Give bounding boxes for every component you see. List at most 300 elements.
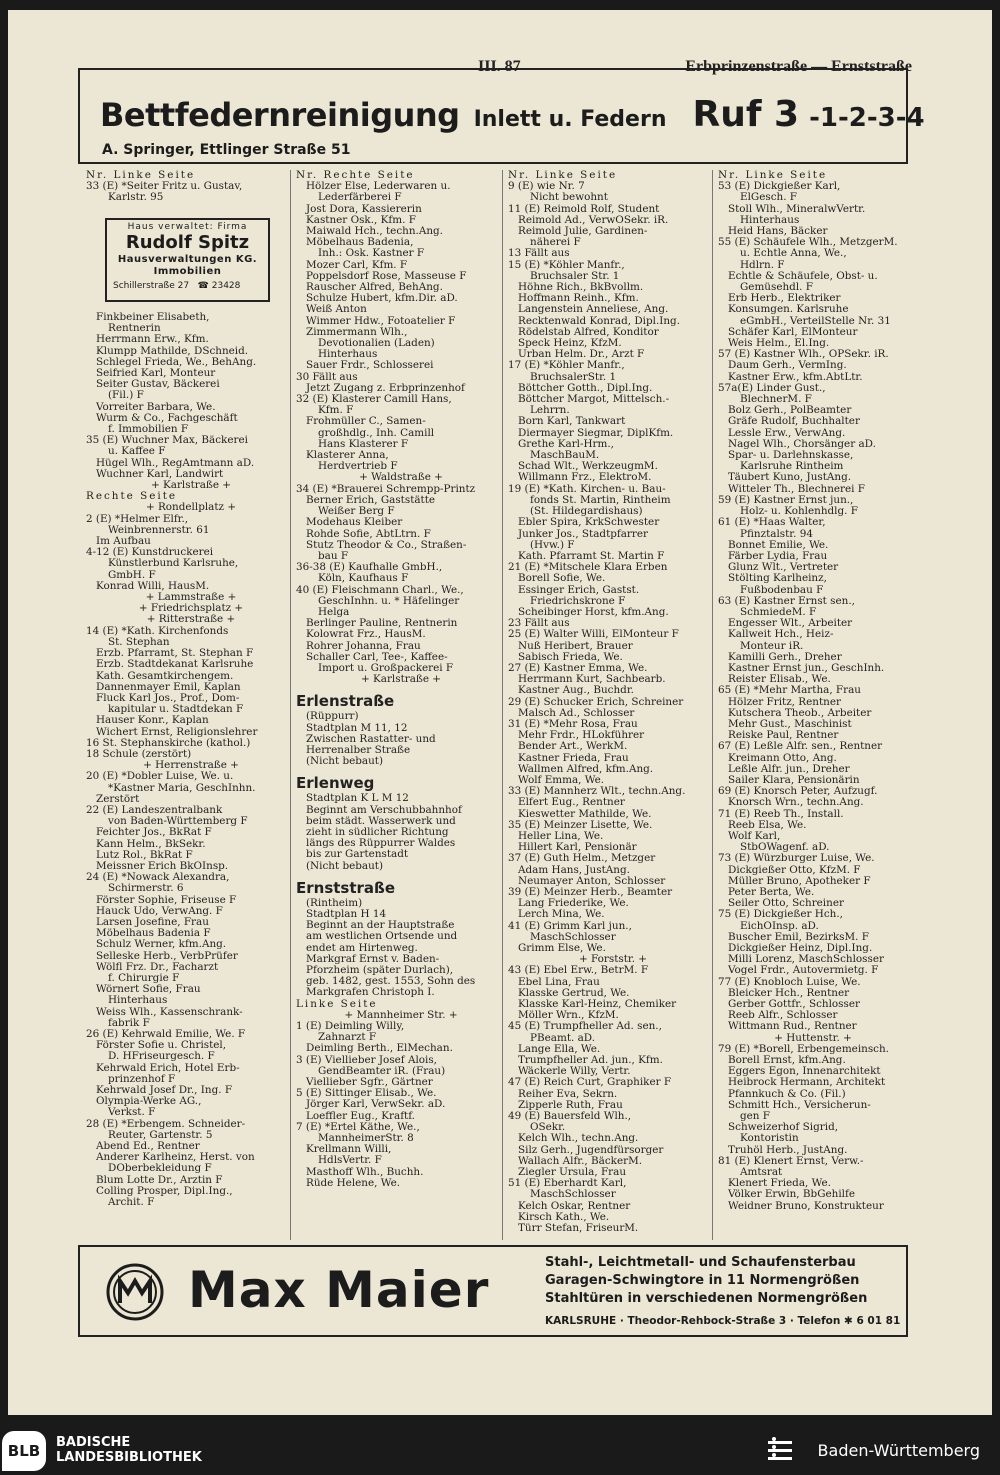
directory-entry: Hölzer Else, Lederwaren u. <box>306 181 451 193</box>
directory-entry: Spar- u. Darlehnskasse, <box>728 450 854 462</box>
directory-entry: HdlsVertr. F <box>318 1155 382 1167</box>
library-name-line-2: LANDESBIBLIOTHEK <box>56 1450 202 1465</box>
directory-entry: Schlegel Frieda, We., BehAng. <box>96 356 257 368</box>
directory-entry: Kastner Ernst jun., GeschInh. <box>728 662 885 674</box>
directory-entry: Adam Hans, JustAng. <box>518 864 630 876</box>
directory-entry: Stölting Karlheinz, <box>728 573 827 585</box>
footer-bar <box>0 1427 1000 1475</box>
directory-entry: 49 (E) Bauersfeld Wlh., <box>508 1111 632 1123</box>
directory-entry: Berner Erich, Gaststätte <box>306 494 436 506</box>
directory-entry: Stadtplan H 14 <box>306 908 387 920</box>
directory-entry: 31 (E) *Mehr Rosa, Frau <box>508 718 638 730</box>
directory-entry: 27 (E) Kastner Emma, We. <box>508 662 648 674</box>
directory-entry: Buscher Emil, BezirksM. F <box>728 931 869 943</box>
directory-entry: Herrenalber Straße <box>306 744 411 756</box>
directory-entry: Selleske Herb., VerbPrüfer <box>96 950 238 962</box>
directory-entry: eGmbH., VerteilStelle Nr. 31 <box>740 315 891 327</box>
cross-street: + Ritterstraße + <box>146 614 236 626</box>
directory-entry: Knorsch Wrn., techn.Ang. <box>728 797 864 809</box>
directory-entry: näherei F <box>530 237 581 249</box>
directory-entry: prinzenhof F <box>108 1073 176 1085</box>
directory-entry: 61 (E) *Haas Walter, <box>718 517 826 529</box>
directory-entry: Reister Elisab., We. <box>728 674 831 686</box>
directory-entry: Hdlrn. F <box>740 259 785 271</box>
directory-entry: Lange Ella, We. <box>518 1043 601 1055</box>
directory-entry: 35 (E) Wuchner Max, Bäckerei <box>86 435 248 447</box>
directory-entry: 18 Schule (zerstört) <box>86 748 192 760</box>
directory-entry: MaschBauM. <box>530 450 600 462</box>
directory-entry: Mehr Gust., Maschinist <box>728 718 852 730</box>
directory-entry: D. HFriseurgesch. F <box>108 1051 215 1063</box>
directory-entry: 23 Fällt aus <box>508 618 570 630</box>
directory-entry: Böttcher Gotth., Dipl.Ing. <box>518 382 653 394</box>
directory-entry: Kfm. F <box>318 405 354 417</box>
directory-entry: Zimmermann Wlh., <box>306 326 408 338</box>
directory-entry: 21 (E) *Mitschele Klara Erben <box>508 562 668 574</box>
directory-entry: Frohmüller C., Samen- <box>306 416 426 428</box>
directory-entry: Silz Gerh., Jugendfürsorger <box>518 1144 664 1156</box>
directory-entry: zieht in südlicher Richtung <box>306 826 449 838</box>
directory-entry: 37 (E) Guth Helm., Metzger <box>508 853 656 865</box>
directory-entry: Krellmann Willi, <box>306 1144 392 1156</box>
directory-entry: 16 St. Stephanskirche (kathol.) <box>86 737 251 749</box>
directory-entry: von Baden-Württemberg F <box>108 816 248 828</box>
directory-entry: Weinbrennerstr. 61 <box>108 524 210 536</box>
directory-entry: Willmann Frz., ElektroM. <box>518 472 652 484</box>
directory-entry: 26 (E) Kehrwald Emilie, We. F <box>86 1029 246 1040</box>
directory-entry: Viellieber Sgfr., Gärtner <box>306 1077 433 1089</box>
directory-entry: Vogel Frdr., Autovermietg. F <box>728 965 879 977</box>
bottom-ad-line-1: Stahl-, Leichtmetall- und Schaufensterbau <box>545 1255 856 1270</box>
directory-entry: 43 (E) Ebel Erw., BetrM. F <box>508 965 649 977</box>
directory-entry: Borell Ernst, kfm.Ang. <box>728 1055 846 1067</box>
directory-entry: Schaller Carl, Tee-, Kaffee- <box>306 651 448 663</box>
directory-entry: Heibrock Hermann, Architekt <box>728 1077 886 1089</box>
directory-entry: Schulze Hubert, kfm.Dir. aD. <box>306 293 458 305</box>
ad-ruf: Ruf 3 <box>692 94 800 135</box>
directory-entry: (Fil.) F <box>108 390 144 402</box>
directory-entry: Sailer Klara, Pensionärin <box>728 774 860 786</box>
directory-entry: *Kastner Maria, GeschInhn. <box>108 782 256 794</box>
directory-entry: St. Stephan <box>108 636 170 648</box>
column-4 <box>718 170 908 1212</box>
directory-entry: Pfannkuch & Co. (Fil.) <box>728 1088 846 1100</box>
directory-entry: Kastner Osk., Kfm. F <box>306 214 416 226</box>
directory-entry: (Rüppurr) <box>306 711 359 723</box>
directory-entry: Kehrwald Erich, Hotel Erb- <box>96 1062 240 1074</box>
directory-entry: Schmitt Hch., Versicherun- <box>728 1099 871 1111</box>
directory-entry: PBeamt. aD. <box>530 1032 596 1044</box>
directory-entry: Jetzt Zugang z. Erbprinzenhof <box>306 382 465 394</box>
directory-entry: Kastner Frieda, Frau <box>518 752 629 764</box>
directory-entry: endet am Hirtenweg. <box>306 942 418 954</box>
directory-entry: Stutz Theodor & Co., Straßen- <box>306 539 467 551</box>
directory-entry: Junker Jos., Stadtpfarrer <box>518 528 648 540</box>
directory-entry: u. Echtle Anna, We., <box>740 248 847 260</box>
directory-entry: Rohde Sofie, AbtLtrn. F <box>306 528 431 540</box>
directory-entry: Berlinger Pauline, Rentnerin <box>306 618 458 630</box>
directory-entry: (St. Hildegardishaus) <box>530 506 643 518</box>
directory-entry: Hinterhaus <box>108 995 168 1007</box>
directory-entry: Helga <box>318 606 350 618</box>
directory-entry: 14 (E) *Kath. Kirchenfonds <box>86 625 229 637</box>
directory-entry: Heid Hans, Bäcker <box>728 226 828 238</box>
spitz-line-1: Haus verwaltet: Firma <box>127 222 248 232</box>
directory-entry: Amtsrat <box>740 1167 783 1179</box>
column-1 <box>86 312 296 1208</box>
directory-entry: Hinterhaus <box>318 349 378 361</box>
directory-entry: Rentnerin <box>108 323 161 335</box>
directory-entry: 57a(E) Linder Gust., <box>718 382 826 394</box>
directory-entry: 13 Fällt aus <box>508 248 570 260</box>
directory-entry: Nagel Wlh., Chorsänger aD. <box>728 438 876 450</box>
cross-street: + Rondellplatz + <box>145 502 237 514</box>
bottom-ad-address: KARLSRUHE · Theodor-Rehbock-Straße 3 · Telefon ✱ 6 01 81 <box>545 1315 901 1327</box>
directory-entry: OSekr. <box>530 1122 566 1134</box>
directory-entry: Hügel Wlh., RegAmtmann aD. <box>96 457 255 469</box>
directory-entry: 57 (E) Kastner Wlh., OPSekr. iR. <box>718 349 889 361</box>
column-divider <box>502 170 503 1240</box>
directory-entry: 20 (E) *Dobler Luise, We. u. <box>86 771 234 783</box>
directory-entry: 77 (E) Knobloch Luise, We. <box>718 976 861 988</box>
directory-entry: Loeffler Eug., Kraftf. <box>306 1110 415 1122</box>
directory-entry: Masthoff Wlh., Buchh. <box>306 1166 424 1178</box>
directory-entry: Abend Ed., Rentner <box>96 1141 200 1153</box>
bottom-advertisement <box>78 1245 908 1337</box>
directory-entry: 36-38 (E) Kaufhalle GmbH., <box>296 562 443 574</box>
directory-entry: Erb Herb., Elektriker <box>728 293 841 305</box>
directory-entry: Urban Helm. Dr., Arzt F <box>518 349 645 361</box>
directory-entry: Kallweit Hch., Heiz- <box>728 629 834 641</box>
directory-entry: Möbelhaus Badenia F <box>96 928 211 940</box>
directory-entry: Beginnt an der Hauptstraße <box>306 920 455 932</box>
directory-entry: 81 (E) Klenert Ernst, Verw.- <box>718 1155 864 1167</box>
directory-entry: 59 (E) Kastner Ernst jun., <box>718 494 854 506</box>
directory-entry: 53 (E) Dickgießer Karl, <box>718 181 841 193</box>
directory-entry: Schäfer Karl, ElMonteur <box>728 326 858 338</box>
cross-street: + Herrenstraße + <box>143 760 239 772</box>
directory-entry: 15 (E) *Köhler Manfr., <box>508 259 625 271</box>
directory-entry: Köln, Kaufhaus F <box>318 573 409 585</box>
directory-entry: (Rintheim) <box>306 897 363 909</box>
directory-entry: großhdlg., Inh. Camill <box>318 427 435 439</box>
directory-entry: 17 (E) *Köhler Manfr., <box>508 360 625 372</box>
directory-entry: Wittmann Rud., Rentner <box>728 1021 857 1033</box>
directory-entry: Wimmer Hdw., Fotoatelier F <box>306 315 456 327</box>
directory-entry: Neumayer Anton, Schlosser <box>518 875 666 887</box>
directory-entry: 69 (E) Knorsch Peter, Aufzugf. <box>718 786 878 798</box>
directory-entry: Finkbeiner Elisabeth, <box>96 312 210 323</box>
directory-entry: Leßle Alfr. jun., Dreher <box>728 763 850 775</box>
directory-entry: Zerstört <box>96 793 140 805</box>
directory-entry: Truhöl Herb., JustAng. <box>728 1144 848 1156</box>
directory-entry: Malsch Ad., Schlosser <box>518 707 635 719</box>
cross-street: + Karlstraße + <box>360 674 442 686</box>
directory-entry: Ebler Spira, KrkSchwester <box>518 517 660 529</box>
directory-entry: Wäckerle Willy, Vertr. <box>518 1066 631 1078</box>
directory-entry: Rauscher Alfred, BehAng. <box>306 282 443 294</box>
directory-entry: Gemüsehdl. F <box>740 282 813 294</box>
spitz-name: Rudolf Spitz <box>125 232 250 253</box>
directory-entry: Seifried Karl, Monteur <box>96 368 216 380</box>
directory-entry: Kath. Gesamtkirchengem. <box>96 670 234 682</box>
side-heading: Nr. Linke Seite <box>718 170 828 181</box>
cross-street: + Forststr. + <box>578 954 648 966</box>
directory-entry: Kreimann Otto, Ang. <box>728 752 837 764</box>
directory-entry: Kelch Wlh., techn.Ang. <box>518 1133 639 1145</box>
directory-entry: Seiter Gustav, Bäckerei <box>96 379 220 391</box>
directory-entry: Lutz Rol., BkRat F <box>96 849 193 861</box>
cross-street: + Waldstraße + <box>359 472 443 484</box>
directory-entry: Dannenmayer Emil, Kaplan <box>96 681 241 693</box>
directory-entry: 3 (E) Viellieber Josef Alois, <box>296 1054 437 1066</box>
directory-entry: 71 (E) Reeb Th., Install. <box>718 808 844 820</box>
directory-entry: Deimling Berth., ElMechan. <box>306 1043 453 1055</box>
directory-entry: Markgrafen Christoph I. <box>306 987 435 999</box>
column-2 <box>296 170 506 1189</box>
directory-entry: Reiske Paul, Rentner <box>728 730 839 742</box>
directory-entry: Zahnarzt F <box>318 1032 377 1044</box>
directory-entry: Erzb. Pfarramt, St. Stephan F <box>96 648 254 660</box>
max-maier-logo-icon <box>106 1263 164 1321</box>
directory-entry: Pforzheim (später Durlach), <box>306 965 454 976</box>
directory-entry: Färber Lydia, Frau <box>728 550 828 562</box>
directory-entry: Bonnet Emilie, We. <box>728 539 829 551</box>
directory-entry: Rüde Helene, We. <box>306 1177 401 1189</box>
directory-entry: Wurm & Co., Fachgeschäft <box>96 412 238 424</box>
directory-entry: Lederfärberei F <box>318 192 402 204</box>
directory-entry: MaschSchlosser <box>530 1189 616 1201</box>
directory-entry: 63 (E) Kastner Ernst sen., <box>718 595 855 607</box>
ad-phone: -1-2-3-4 <box>809 103 925 133</box>
directory-entry: Gräfe Rudolf, Buchhalter <box>728 416 860 428</box>
side-heading: Nr. Linke Seite <box>86 170 196 181</box>
directory-entry: 7 (E) *Ertel Käthe, We., <box>296 1121 420 1133</box>
directory-entry: Reimold Julie, Gardinen- <box>518 226 648 238</box>
directory-entry: 9 (E) wie Nr. 7 <box>508 181 585 193</box>
directory-entry: Hölzer Fritz, Rentner <box>728 696 841 708</box>
directory-entry: längs des Rüppurrer Waldes <box>306 838 456 850</box>
directory-entry: Meissner Erich BkOInsp. <box>96 860 229 872</box>
directory-entry: Nicht bewohnt <box>530 192 608 204</box>
side-heading: Nr. Linke Seite <box>508 170 618 181</box>
directory-entry: Konsumgen. Karlsruhe <box>728 304 849 316</box>
directory-entry: 45 (E) Trumpfheller Ad. sen., <box>508 1021 662 1033</box>
directory-entry: Markgraf Ernst v. Baden- <box>306 953 440 965</box>
directory-entry: Bender Art., WerkM. <box>518 741 628 753</box>
directory-entry: Schweizerhof Sigrid, <box>728 1122 839 1134</box>
directory-entry: Colling Prosper, Dipl.Ing., <box>96 1185 233 1197</box>
directory-entry: Hinterhaus <box>740 214 800 226</box>
directory-entry: Engesser Wlt., Arbeiter <box>728 618 853 630</box>
directory-entry: Künstlerbund Karlsruhe, <box>108 558 239 570</box>
directory-entry: Sauer Frdr., Schlosserei <box>306 360 434 372</box>
directory-entry: Zipperle Ruth, Frau <box>518 1099 623 1111</box>
directory-entry: Blum Lotte Dr., Ärztin F <box>96 1174 223 1186</box>
directory-entry: 25 (E) Walter Willi, ElMonteur F <box>508 629 679 641</box>
directory-entry: Bolz Gerh., PolBeamter <box>728 405 852 417</box>
directory-entry: Eggers Egon, Innenarchitekt <box>728 1066 881 1078</box>
directory-entry: Wörnert Sofie, Frau <box>96 984 201 996</box>
directory-entry: Ziegler Ursula, Frau <box>518 1167 627 1179</box>
directory-entry: Reuter, Gartenstr. 5 <box>108 1129 213 1141</box>
directory-entry: Elfert Eug., Rentner <box>518 797 625 809</box>
directory-entry: Rödelstab Alfred, Konditor <box>518 326 659 338</box>
directory-entry: 32 (E) Klasterer Camill Hans, <box>296 394 452 406</box>
directory-entry: Dickgießer Otto, KfzM. F <box>728 864 861 876</box>
directory-entry: 19 (E) *Kath. Kirchen- u. Bau- <box>508 483 666 495</box>
directory-entry: Wallmen Alfred, kfm.Ang. <box>518 763 654 775</box>
directory-entry: 24 (E) *Nowack Alexandra, <box>86 872 230 884</box>
directory-entry: Gerber Gottfr., Schlosser <box>728 999 860 1011</box>
directory-entry: Reeb Alfr., Schlosser <box>728 1010 838 1022</box>
directory-entry: (Nicht bebaut) <box>306 860 384 872</box>
directory-entry: Born Karl, Tankwart <box>518 416 626 428</box>
directory-entry: Speck Heinz, KfzM. <box>518 338 622 350</box>
directory-entry: Trumpfheller Ad. jun., Kfm. <box>518 1055 663 1067</box>
directory-entry: Langenstein Anneliese, Ang. <box>518 304 669 316</box>
directory-entry: Scheibinger Horst, kfm.Ang. <box>518 606 669 618</box>
cross-street: + Karlstraße + <box>150 480 232 492</box>
directory-entry: Weis Helm., El.Ing. <box>728 338 830 350</box>
directory-entry: BruchsalerStr. 1 <box>530 371 617 383</box>
directory-entry: Seiler Otto, Schreiner <box>728 898 844 910</box>
directory-entry: Peter Berta, We. <box>728 887 815 898</box>
directory-entry: Wuchner Karl, Landwirt <box>96 468 224 480</box>
directory-entry: Friedrichskrone F <box>530 595 626 607</box>
directory-entry: Kutschera Theob., Arbeiter <box>728 707 872 719</box>
directory-entry: geb. 1482, gest. 1553, Sohn des <box>306 976 476 988</box>
directory-entry: Kastner Erw., kfm.AbtLtr. <box>728 371 863 383</box>
directory-entry: Kath. Pfarramt St. Martin F <box>518 550 665 562</box>
directory-entry: Dickgießer Heinz, Dipl.Ing. <box>728 943 873 955</box>
directory-entry: Herdvertrieb F <box>318 461 398 473</box>
directory-entry: 79 (E) *Borell, Erbengemeinsch. <box>718 1043 889 1055</box>
directory-entry: Herrmann Erw., Kfm. <box>96 334 209 346</box>
directory-entry: Beginnt am Verschubbahnhof <box>306 804 462 816</box>
directory-entry: f. Chirurgie F <box>108 972 180 984</box>
directory-entry: MaschSchlosser <box>530 931 616 943</box>
directory-entry: Täubert Kuno, JustAng. <box>728 472 852 484</box>
directory-entry: Mozer Carl, Kfm. F <box>306 259 408 271</box>
directory-entry: Türr Stefan, FriseurM. <box>518 1223 639 1235</box>
directory-entry: Wichert Ernst, Religionslehrer <box>96 726 258 738</box>
directory-entry: Vorreiter Barbara, We. <box>96 401 216 413</box>
directory-entry: Daum Gerh., VermIng. <box>728 360 847 372</box>
directory-entry: Lehrrn. <box>530 405 570 417</box>
directory-entry: Poppelsdorf Rose, Masseuse F <box>306 270 467 282</box>
directory-entry: 4-12 (E) Kunstdruckerei <box>86 547 214 559</box>
directory-entry: 55 (E) Schäufele Wlh., MetzgerM. <box>718 237 898 249</box>
directory-entry: Anderer Karlheinz, Herst. von <box>96 1152 255 1164</box>
directory-entry: 1 (E) Deimling Willy, <box>296 1021 405 1033</box>
directory-entry: Grethe Karl-Hrm., <box>518 438 614 450</box>
directory-entry: Weiss Wlh., Kassenschrank- <box>96 1006 243 1018</box>
directory-entry: 47 (E) Reich Curt, Graphiker F <box>508 1077 672 1089</box>
column-divider <box>290 170 291 1240</box>
top-advertisement <box>78 68 925 164</box>
directory-entry: 2 (E) *Helmer Elfr., <box>86 513 189 525</box>
directory-entry: f. Immobilien F <box>108 424 189 436</box>
spitz-advertisement <box>105 218 270 302</box>
directory-entry: Böttcher Margot, Mittelsch.- <box>518 394 670 406</box>
directory-entry: Stadtplan M 11, 12 <box>306 722 408 734</box>
library-name[interactable] <box>56 1435 202 1465</box>
directory-entry: Maiwald Hch., techn.Ang. <box>306 226 443 238</box>
directory-entry: Lang Friederike, We. <box>518 898 629 910</box>
directory-entry: (Hvw.) F <box>530 539 575 551</box>
spitz-phone: 23428 <box>211 281 241 291</box>
directory-entry: Witteler Th., Blechnerei F <box>728 483 866 495</box>
directory-entry: beim städt. Wasserwerk und <box>306 815 456 827</box>
state-name[interactable]: Baden-Württemberg <box>817 1441 980 1460</box>
spitz-address: Schillerstraße 27 <box>113 281 190 291</box>
directory-entry: Modehaus Kleiber <box>306 517 403 529</box>
directory-entry: Sabisch Frieda, We. <box>518 651 623 663</box>
directory-entry: Inh.: Osk. Kastner F <box>318 248 425 260</box>
directory-entry: Kieswetter Mathilde, We. <box>518 808 652 820</box>
directory-entry: Kontoristin <box>740 1133 799 1145</box>
directory-entry: 67 (E) Leßle Alfr. sen., Rentner <box>718 741 883 753</box>
street-heading: Erlenweg <box>296 774 375 793</box>
street-heading: Ernststraße <box>296 878 396 897</box>
directory-entry: Karlstr. 95 <box>108 192 164 204</box>
directory-entry: Klasske Gertrud, We. <box>518 987 630 999</box>
street-heading: Erlenstraße <box>296 692 395 711</box>
directory-entry: Fußbodenbau F <box>740 584 824 596</box>
directory-entry: Müller Bruno, Apotheker F <box>728 875 871 887</box>
directory-entry: Zwischen Rastatter- und <box>306 733 436 745</box>
directory-entry: Kelch Oskar, Rentner <box>518 1200 631 1212</box>
directory-entry: Jost Dora, Kassiererin <box>306 203 422 215</box>
directory-entry: 51 (E) Eberhardt Karl, <box>508 1178 627 1190</box>
directory-entry: u. Kaffee F <box>108 446 166 458</box>
directory-entry: Archit. F <box>108 1197 155 1209</box>
directory-entry: Kamilli Gerh., Dreher <box>728 651 842 663</box>
directory-entry: Verkst. F <box>108 1107 156 1119</box>
directory-entry: Echtle & Schäufele, Obst- u. <box>728 270 878 282</box>
phone-icon: ☎ <box>197 281 209 291</box>
page-number: III. 87 <box>478 58 521 75</box>
ad-products: Inlett u. Federn <box>473 107 667 132</box>
side-heading: Linke Seite <box>296 998 378 1010</box>
directory-entry: 34 (E) *Brauerei Schrempp-Printz <box>296 483 476 495</box>
directory-entry: fabrik F <box>108 1017 150 1029</box>
directory-entry: 40 (E) Fleischmann Charl., We., <box>296 584 464 596</box>
directory-entry: 33 (E) Mannherz Wlt., techn.Ang. <box>508 786 686 798</box>
directory-entry: 33 (E) *Seiter Fritz u. Gustav, <box>86 181 243 193</box>
directory-entry: Mehr Frdr., HLokführer <box>518 730 645 742</box>
cross-street: + Huttenstr. + <box>774 1032 852 1044</box>
directory-entry: Wolf Emma, We. <box>518 774 605 786</box>
blb-logo-icon[interactable]: BLB <box>2 1431 46 1471</box>
directory-entry: Pfinztalstr. 94 <box>740 528 813 540</box>
directory-entry: Import u. Großpackerei F <box>318 662 454 674</box>
cross-street: + Mannheimer Str. + <box>344 1009 458 1021</box>
directory-entry: Schad Wlt., WerkzeugmM. <box>518 461 658 473</box>
directory-entry: DOberbekleidung F <box>108 1163 212 1175</box>
directory-entry: Jörger Karl, VerwSekr. aD. <box>306 1099 446 1111</box>
directory-entry: Wölfl Frz. Dr., Facharzt <box>96 961 219 973</box>
directory-entry: Recktenwald Konrad, Dipl.Ing. <box>518 315 681 327</box>
directory-entry: 28 (E) *Erbengem. Schneider- <box>86 1118 246 1130</box>
directory-entry: 29 (E) Schucker Erich, Schreiner <box>508 696 684 708</box>
directory-entry: 39 (E) Meinzer Herb., Beamter <box>508 887 673 898</box>
directory-entry: Weidner Bruno, Konstrukteur <box>728 1200 884 1212</box>
spitz-line-3: Hausverwaltungen KG. <box>117 254 258 265</box>
directory-entry: Reiher Eva, Sekrn. <box>518 1088 618 1100</box>
directory-entry: Förster Sofie u. Christel, <box>96 1040 227 1052</box>
